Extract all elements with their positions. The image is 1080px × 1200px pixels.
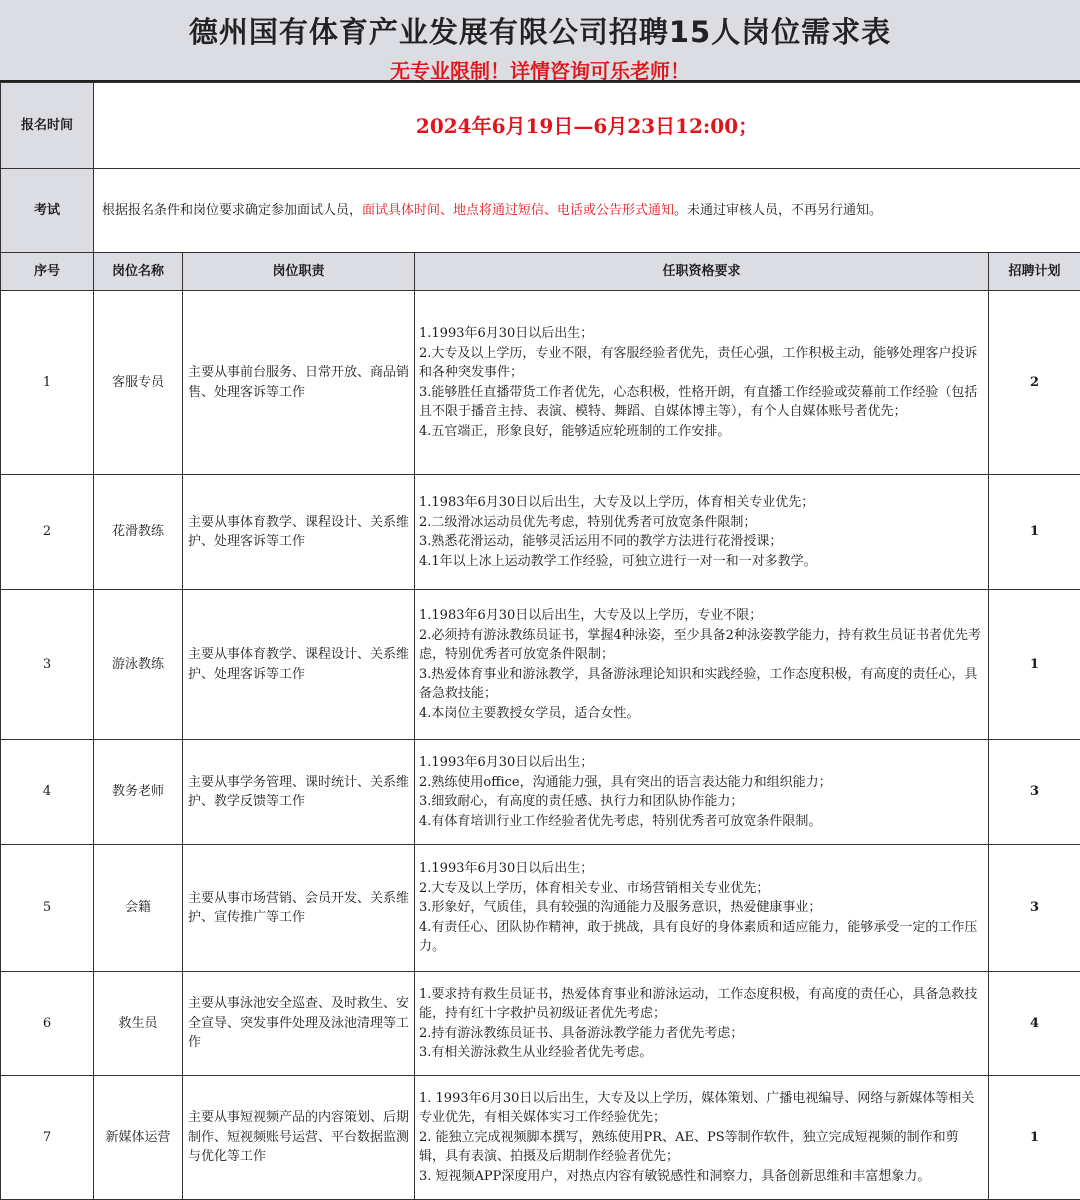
requirement-item: 3.能够胜任直播带货工作者优先，心态积极，性格开朗，有直播工作经验或荧幕前工作经验（包括且不限于播音主持、表演、模特、舞蹈、自媒体博主等），有个人自媒体账号者优先；	[419, 384, 978, 419]
row-number: 1	[1, 291, 94, 475]
position-name: 会籍	[94, 845, 183, 972]
requirement-item: 1.1983年6月30日以后出生，大专及以上学历，体育相关专业优先；	[419, 495, 815, 510]
requirement-item: 2.熟练使用office，沟通能力强，具有突出的语言表达能力和组织能力；	[419, 774, 832, 790]
table-row	[1, 291, 1080, 475]
requirement-item: 1.要求持有救生员证书，热爱体育事业和游泳运动，工作态度积极，有高度的责任心，具备急救技能，持有红十字救护员初级证者优先考虑；	[419, 986, 978, 1021]
table-row	[1, 740, 1080, 845]
hiring-plan: 3	[989, 740, 1080, 845]
requirement-item: 2.必须持有游泳教练员证书，掌握4种泳姿，至少具备2种泳姿教学能力，持有救生员证书者优先考虑，特别优秀者可放宽条件限制；	[419, 627, 981, 662]
position-duties: 主要从事市场营销、会员开发、关系维护、宣传推广等工作	[183, 845, 415, 972]
requirement-item: 4.五官端正，形象良好，能够适应轮班制的工作安排。	[419, 423, 731, 439]
requirement-item: 1. 1993年6月30日以后出生，大专及以上学历，媒体策划、广播电视编导、网络与新媒体等相关专业优先，有相关媒体实习工作经验优先；	[419, 1090, 975, 1126]
exam-text-prefix: 根据报名条件和岗位要求确定参加面试人员，	[102, 202, 363, 218]
requirement-item: 3.细致耐心，有高度的责任感、执行力和团队协作能力；	[419, 794, 744, 809]
row-number: 2	[1, 475, 94, 590]
page-subtitle: 无专业限制！详情咨询可乐老师！	[390, 59, 690, 83]
position-requirements	[415, 740, 989, 845]
requirement-item: 3. 短视频APP深度用户，对热点内容有敏锐感性和洞察力，具备创新思维和丰富想象力。	[419, 1168, 931, 1184]
registration-row	[1, 83, 1080, 169]
table-header-row	[1, 253, 1080, 291]
table-row	[1, 972, 1080, 1076]
column-header-plan: 招聘计划	[989, 253, 1080, 291]
position-name: 游泳教练	[94, 590, 183, 740]
registration-label: 报名时间	[1, 83, 94, 169]
exam-row	[1, 169, 1080, 253]
requirement-item: 2. 能独立完成视频脚本撰写，熟练使用PR、AE、PS等制作软件，独立完成短视频的制作和剪辑，具有表演、拍摄及后期制作经验者优先；	[419, 1129, 959, 1165]
position-requirements	[415, 972, 989, 1076]
column-header-requirements: 任职资格要求	[415, 253, 989, 291]
row-number: 3	[1, 590, 94, 740]
requirement-item: 4.1年以上冰上运动教学工作经验，可独立进行一对一和一对多教学。	[419, 553, 817, 569]
table-row	[1, 845, 1080, 972]
requirement-item: 2.大专及以上学历，体育相关专业、市场营销相关专业优先；	[419, 880, 770, 896]
requirement-item: 4.有体育培训行业工作经验者优先考虑，特别优秀者可放宽条件限制。	[419, 813, 822, 829]
position-requirements	[415, 1076, 989, 1200]
exam-text	[94, 169, 1080, 253]
row-number: 6	[1, 972, 94, 1076]
requirement-item: 2.持有游泳教练员证书、具备游泳教学能力者优先考虑；	[419, 1025, 744, 1041]
position-name: 客服专员	[94, 291, 183, 475]
position-duties: 主要从事体育教学、课程设计、关系维护、处理客诉等工作	[183, 475, 415, 590]
requirement-item: 1.1983年6月30日以后出生，大专及以上学历，专业不限；	[419, 608, 763, 623]
job-table	[0, 82, 1080, 1200]
hiring-plan: 1	[989, 1076, 1080, 1200]
requirement-item: 2.大专及以上学历，专业不限，有客服经验者优先，责任心强，工作积极主动，能够处理客户投诉和各种突发事件；	[419, 345, 978, 380]
column-header-duties: 岗位职责	[183, 253, 415, 291]
row-number: 5	[1, 845, 94, 972]
registration-time: 2024年6月19日—6月23日12:00；	[94, 83, 1080, 169]
requirement-item: 3.热爱体育事业和游泳教学，具备游泳理论知识和实践经验，工作态度积极，有高度的责任心，具备急救技能；	[419, 666, 978, 701]
position-requirements	[415, 590, 989, 740]
table-body	[1, 291, 1080, 1200]
requirement-item: 1.1993年6月30日以后出生；	[419, 326, 594, 341]
row-number: 7	[1, 1076, 94, 1200]
requirement-item: 3.形象好，气质佳，具有较强的沟通能力及服务意识，热爱健康事业；	[419, 900, 822, 916]
requirement-item: 1.1993年6月30日以后出生；	[419, 755, 594, 770]
position-requirements	[415, 845, 989, 972]
position-duties: 主要从事学务管理、课时统计、关系维护、教学反馈等工作	[183, 740, 415, 845]
position-requirements	[415, 291, 989, 475]
position-name: 新媒体运营	[94, 1076, 183, 1200]
hiring-plan: 1	[989, 475, 1080, 590]
hiring-plan: 1	[989, 590, 1080, 740]
requirement-item: 2.二级滑冰运动员优先考虑，特别优秀者可放宽条件限制；	[419, 514, 757, 530]
position-name: 花滑教练	[94, 475, 183, 590]
position-duties: 主要从事短视频产品的内容策划、后期制作、短视频账号运营、平台数据监测与优化等工作	[183, 1076, 415, 1200]
hiring-plan: 2	[989, 291, 1080, 475]
table-row	[1, 590, 1080, 740]
position-name: 教务老师	[94, 740, 183, 845]
hiring-plan: 3	[989, 845, 1080, 972]
position-duties: 主要从事体育教学、课程设计、关系维护、处理客诉等工作	[183, 590, 415, 740]
hiring-plan: 4	[989, 972, 1080, 1076]
column-header-no: 序号	[1, 253, 94, 291]
requirement-item: 4.本岗位主要教授女学员，适合女性。	[419, 705, 640, 721]
table-row	[1, 1076, 1080, 1200]
row-number: 4	[1, 740, 94, 845]
position-duties: 主要从事泳池安全巡查、及时救生、安全宣导、突发事件处理及泳池清理等工作	[183, 972, 415, 1076]
exam-text-suffix: 。未通过审核人员，不再另行通知。	[674, 202, 883, 218]
column-header-position: 岗位名称	[94, 253, 183, 291]
requirement-item: 3.熟悉花滑运动，能够灵活运用不同的教学方法进行花滑授课；	[419, 534, 783, 549]
exam-label: 考试	[1, 169, 94, 253]
page-title: 德州国有体育产业发展有限公司招聘15人岗位需求表	[188, 15, 892, 49]
requirement-item: 3.有相关游泳救生从业经验者优先考虑。	[419, 1045, 653, 1060]
sheet-header	[0, 0, 1080, 82]
position-duties: 主要从事前台服务、日常开放、商品销售、处理客诉等工作	[183, 291, 415, 475]
exam-text-highlight: 面试具体时间、地点将通过短信、电话或公告形式通知	[362, 202, 675, 218]
position-requirements	[415, 475, 989, 590]
table-row	[1, 475, 1080, 590]
requirement-item: 4.有责任心、团队协作精神，敢于挑战，具有良好的身体素质和适应能力，能够承受一定的工作压力。	[419, 919, 978, 955]
position-name: 救生员	[94, 972, 183, 1076]
requirement-item: 1.1993年6月30日以后出生；	[419, 861, 594, 877]
